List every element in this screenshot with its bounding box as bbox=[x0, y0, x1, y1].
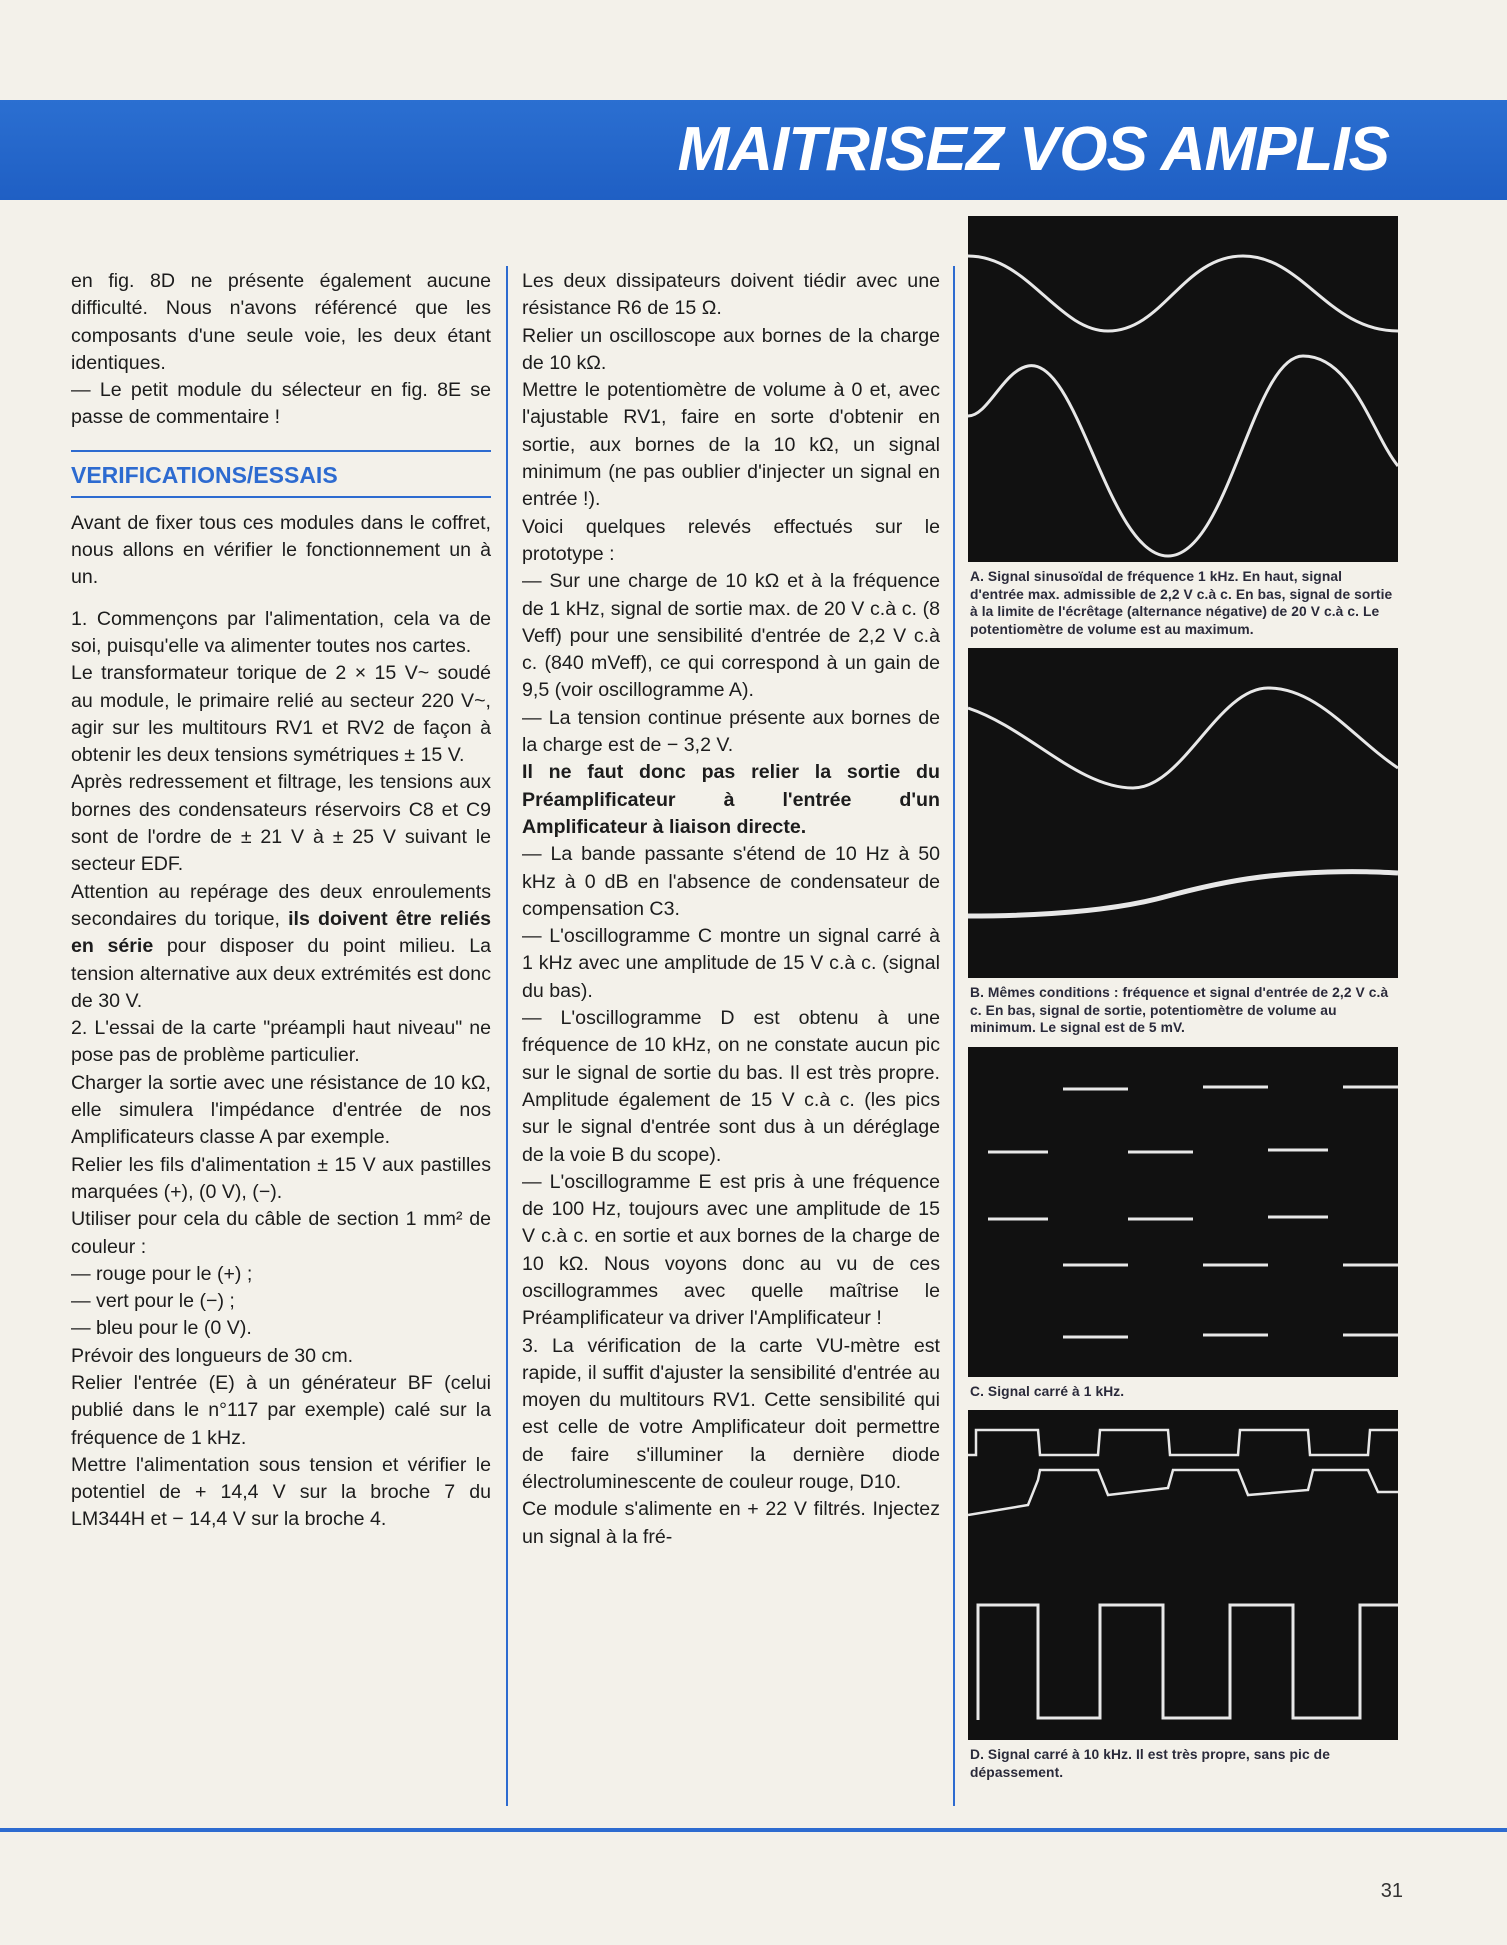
bold-text: ils doivent être reliés en série bbox=[71, 907, 491, 958]
bold-text: Il ne faut donc pas relier la sortie du Préamplificateur à l'entrée d'un Amplificateur à liaison directe. bbox=[522, 761, 940, 838]
paragraph: Utiliser pour cela du câble de section 1 mm² de couleur : bbox=[71, 1208, 491, 1258]
paragraph: — L'oscillogramme D est obtenu à une fréquence de 10 kHz, on ne constate aucun pic sur le signal de sortie du bas. Il est très propre. Amplitude également de 15 V c.à c. (les pics sur le signal d'entrée sont dus à un déréglage de la voie B du scope). bbox=[522, 1007, 940, 1166]
figure-caption-c: C. Signal carré à 1 kHz. bbox=[970, 1383, 1125, 1399]
paragraph: 3. La vérification de la carte VU-mètre est rapide, il suffit d'ajuster la sensibilité d'entrée au moyen du multitours RV1. Cette sensibilité qui est celle de votre Amplificateur doit permettre de faire s'illuminer la dernière diode électroluminescente de couleur rouge, D10. bbox=[522, 1334, 940, 1494]
paragraph: Relier les fils d'alimentation ± 15 V aux pastilles marquées (+), (0 V), (−). bbox=[71, 1153, 491, 1203]
column-divider bbox=[506, 266, 508, 1806]
oscillogram-d bbox=[968, 1410, 1398, 1740]
paragraph: — La bande passante s'étend de 10 Hz à 50 kHz à 0 dB en l'absence de condensateur de compensation C3. bbox=[522, 843, 940, 920]
paragraph: — L'oscillogramme C montre un signal carré à 1 kHz avec une amplitude de 15 V c.à c. (signal du bas). bbox=[522, 925, 940, 1002]
paragraph: Relier l'entrée (E) à un générateur BF (celui publié dans le n°117 par exemple) calé sur la fréquence de 1 kHz. bbox=[71, 1371, 491, 1449]
oscillogram-b bbox=[968, 648, 1398, 978]
figure-caption-d: D. Signal carré à 10 kHz. Il est très propre, sans pic de dépassement. bbox=[970, 1747, 1330, 1780]
text-run: pour disposer du point milieu. La tension alternative aux deux extrémités est donc de 30 V. bbox=[71, 935, 491, 1012]
paragraph: Le transformateur torique de 2 × 15 V~ soudé au module, le primaire relié au secteur 220 V~, agir sur les multitours RV1 et RV2 de façon à obtenir les deux tensions symétriques ± 15 V. bbox=[71, 662, 491, 767]
paragraph: 2. L'essai de la carte "préampli haut niveau" ne pose pas de problème particulier. bbox=[71, 1017, 491, 1067]
footer-rule bbox=[0, 1828, 1507, 1832]
paragraph: — Le petit module du sélecteur en fig. 8E se passe de commentaire ! bbox=[71, 379, 491, 429]
paragraph: en fig. 8D ne présente également aucune difficulté. Nous n'avons référencé que les composants d'une seule voie, les deux étant identiques. bbox=[71, 270, 491, 374]
paragraph: Charger la sortie avec une résistance de 10 kΩ, elle simulera l'impédance d'entrée de nos Amplificateurs classe A par exemple. bbox=[71, 1071, 491, 1149]
paragraph: Voici quelques relevés effectués sur le prototype : bbox=[522, 515, 940, 565]
paragraph: — La tension continue présente aux bornes de la charge est de − 3,2 V. bbox=[522, 706, 940, 757]
paragraph: 1. Commençons par l'alimentation, cela va de soi, puisqu'elle va alimenter toutes nos cartes. bbox=[71, 607, 491, 657]
paragraph: Mettre le potentiomètre de volume à 0 et, avec l'ajustable RV1, faire en sorte d'obtenir en sortie, aux bornes de la 10 kΩ, un signal minimum (ne pas oublier d'injecter un signal en entrée !). bbox=[522, 379, 940, 511]
bold-paragraph bbox=[522, 759, 940, 841]
page-title: MAITRISEZ VOS AMPLIS bbox=[677, 115, 1389, 184]
figure-caption-a: A. Signal sinusoïdal de fréquence 1 kHz. En haut, signal d'entrée max. admissible de 2,2 V c.à c. En bas, signal de sortie à la limite de l'écrêtage (alternance négative) de 20 V c.à c. Le potentiomètre de volume est au maximum. bbox=[970, 569, 1393, 637]
oscillogram-c bbox=[968, 1047, 1398, 1377]
text-column-1 bbox=[71, 268, 491, 1534]
text-column-2 bbox=[522, 268, 940, 1551]
list-item: — bleu pour le (0 V). bbox=[71, 1317, 252, 1340]
section-heading: VERIFICATIONS/ESSAIS bbox=[71, 450, 491, 498]
header-banner bbox=[0, 100, 1507, 200]
paragraph: — Sur une charge de 10 kΩ et à la fréquence de 1 kHz, signal de sortie max. de 20 V c.à c. (8 Veff) pour une sensibilité d'entrée de 2,2 V c.à c. (840 mVeff), ce qui correspond à un gain de 9,5 (voir oscillogramme A). bbox=[522, 570, 940, 702]
oscillogram-a bbox=[968, 216, 1398, 562]
paragraph: Ce module s'alimente en + 22 V filtrés. Injectez un signal à la fré- bbox=[522, 1498, 940, 1548]
column-divider bbox=[953, 266, 955, 1806]
figures-column bbox=[968, 216, 1398, 1791]
list-item: — vert pour le (−) ; bbox=[71, 1290, 235, 1313]
paragraph: Avant de fixer tous ces modules dans le coffret, nous allons en vérifier le fonctionnement un à un. bbox=[71, 511, 491, 589]
page-number: 31 bbox=[1380, 1880, 1403, 1902]
paragraph: — L'oscillogramme E est pris à une fréquence de 100 Hz, toujours avec une amplitude de 15 V c.à c. en sortie et aux bornes de la charge de 10 kΩ. Nous voyons donc au vu de ces oscillogrammes avec quelle maîtrise le Préamplificateur va driver l'Amplificateur ! bbox=[522, 1170, 940, 1330]
figure-caption-b: B. Mêmes conditions : fréquence et signal d'entrée de 2,2 V c.à c. En bas, signal de sortie, potentiomètre de volume au minimum. Le signal est de 5 mV. bbox=[970, 985, 1389, 1035]
paragraph: Prévoir des longueurs de 30 cm. bbox=[71, 1344, 354, 1367]
paragraph bbox=[71, 879, 491, 1015]
text-run: Attention au repérage des deux enroulements secondaires du torique, bbox=[71, 880, 491, 930]
paragraph: Mettre l'alimentation sous tension et vérifier le potentiel de + 14,4 V sur la broche 7 du LM344H et − 14,4 V sur la broche 4. bbox=[71, 1453, 491, 1531]
paragraph: Après redressement et filtrage, les tensions aux bornes des condensateurs réservoirs C8 et C9 sont de l'ordre de ± 21 V à ± 25 V suivant le secteur EDF. bbox=[71, 771, 491, 876]
paragraph: Les deux dissipateurs doivent tiédir avec une résistance R6 de 15 Ω. bbox=[522, 270, 940, 320]
list-item: — rouge pour le (+) ; bbox=[71, 1262, 253, 1285]
paragraph: Relier un oscilloscope aux bornes de la charge de 10 kΩ. bbox=[522, 324, 940, 374]
